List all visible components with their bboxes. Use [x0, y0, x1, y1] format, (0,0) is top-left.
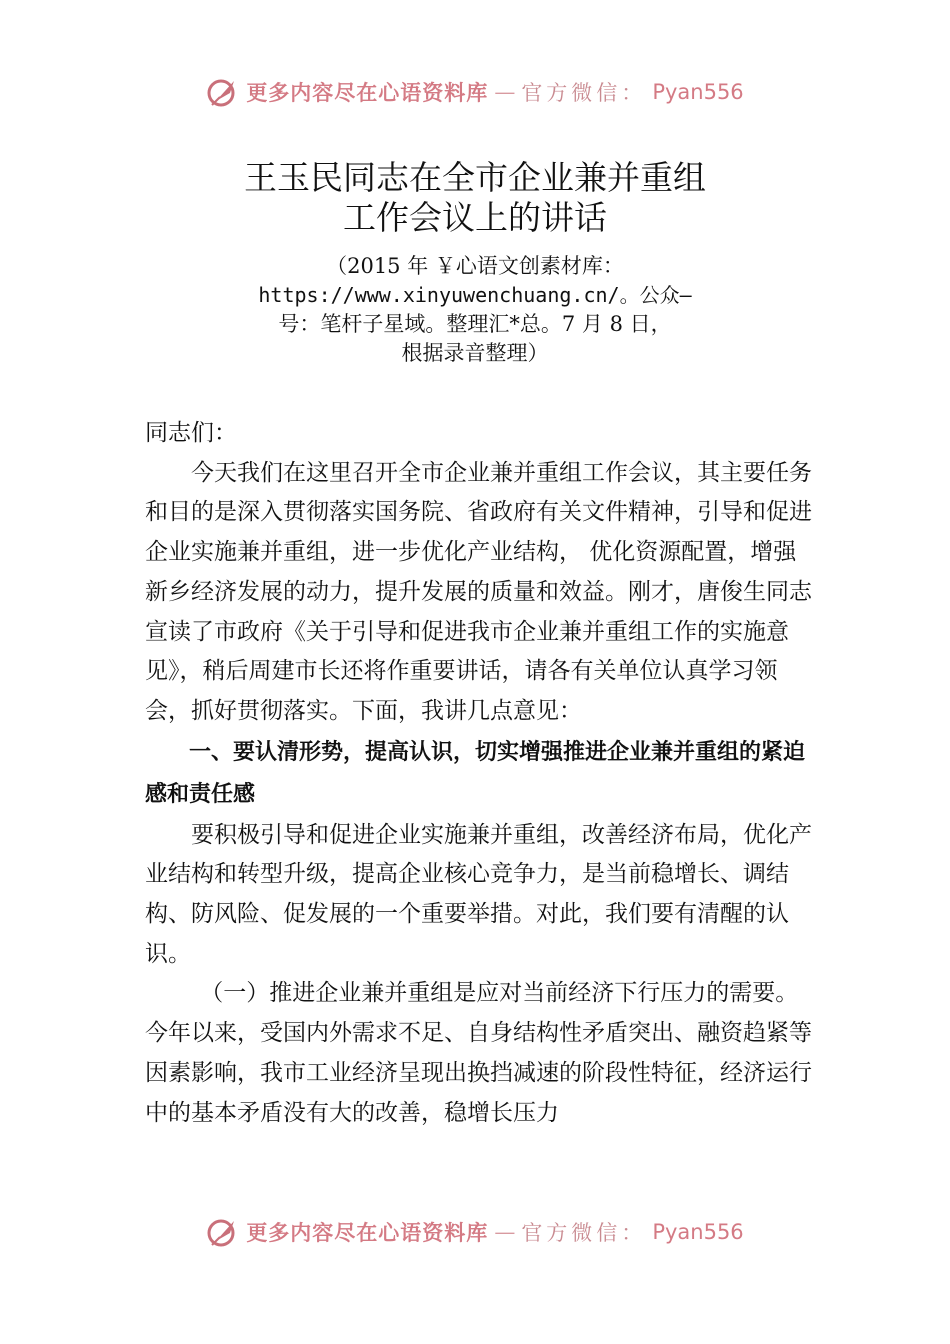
header-banner: [0, 72, 950, 112]
banner-wechat-label: 官方微信：: [521, 81, 647, 105]
banner-account: Pyan556: [652, 1220, 744, 1244]
banner-brand: 更多内容尽在心语资料库: [246, 80, 489, 105]
document-title-line2: 工作会议上的讲话: [343, 198, 607, 237]
footer-banner: [0, 1212, 950, 1252]
quill-logo-icon: [206, 1215, 240, 1249]
section-heading: 一、要认清形势，提高认识，切实增强推进企业兼并重组的紧迫感和责任感: [145, 739, 806, 807]
subtitle-line3: 号：笔杆子星域。整理汇*总。7 月 8 日，: [278, 312, 672, 336]
banner-dash: —: [494, 1220, 516, 1244]
banner-dash: —: [494, 80, 516, 104]
banner-wechat-label: 官方微信：: [521, 1221, 647, 1245]
paragraph: （一）推进企业兼并重组是应对当前经济下行压力的需要。今年以来，受国内外需求不足、自身结构性矛盾突出、融资趋紧等因素影响，我市工业经济呈现出换挡减速的阶段性特征，经济运行中的基本矛盾没有大的改善，稳增长压力: [145, 980, 812, 1126]
document-title-line1: 王玉民同志在全市企业兼并重组: [244, 158, 706, 197]
banner-brand: 更多内容尽在心语资料库: [246, 1220, 489, 1245]
paragraph: 要积极引导和促进企业实施兼并重组，改善经济布局，优化产业结构和转型升级，提高企业核心竞争力，是当前稳增长、调结构、防风险、促发展的一个重要举措。对此，我们要有清醒的认识。: [145, 821, 812, 967]
paragraph: 今天我们在这里召开全市企业兼并重组工作会议，其主要任务和目的是深入贯彻落实国务院、省政府有关文件精神，引导和促进企业实施兼并重组，进一步优化产业结构， 优化资源配置，增强新乡经济发展的动力，提升发展的质量和效益。刚才，唐俊生同志宣读了市政府《关于引导和促进我市企业兼并重组工作的实施意见》，稍后周建市长还将作重要讲话，请各有关单位认真学习领会，抓好贯彻落实。下面，我讲几点意见：: [145, 459, 812, 724]
subtitle-line2: https://www.xinyuwenchuang.cn/。公众—: [258, 283, 692, 307]
subtitle-line1: （2015 年 ￥心语文创素材库：: [326, 254, 624, 278]
quill-logo-icon: [206, 75, 240, 109]
banner-account: Pyan556: [652, 80, 744, 104]
salutation: 同志们：: [145, 420, 237, 446]
document-body: [145, 414, 813, 1133]
subtitle-line4: 根据录音整理）: [401, 341, 549, 365]
document-subtitle: [215, 252, 735, 368]
